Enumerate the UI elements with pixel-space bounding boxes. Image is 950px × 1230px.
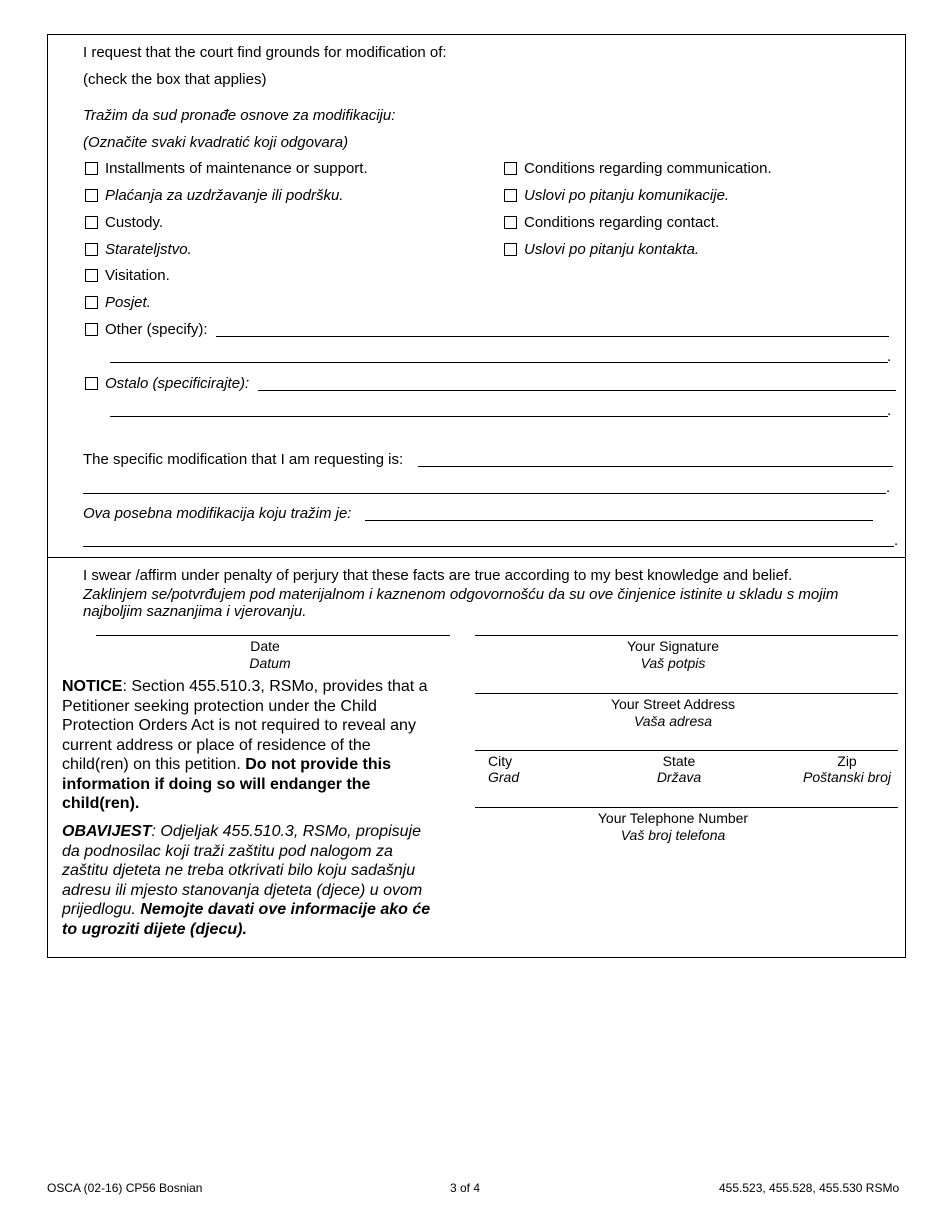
checkbox-contact[interactable] (504, 216, 517, 229)
other-specify-line-2[interactable] (110, 362, 888, 363)
punctuation-period: . (886, 479, 891, 496)
checkbox-maintenance-bs[interactable] (85, 189, 98, 202)
footer-form-id: OSCA (02-16) CP56 Bosnian (47, 1181, 203, 1195)
checkbox-other[interactable] (85, 323, 98, 336)
state-label: State (662, 753, 696, 769)
footer-statutes: 455.523, 455.528, 455.530 RSMo (719, 1181, 900, 1195)
request-heading-en: I request that the court find grounds for modification of: (83, 44, 447, 61)
street-address-label-bs: Vaša adresa (633, 713, 713, 729)
telephone-line[interactable] (475, 807, 898, 808)
date-label: Date (250, 638, 280, 654)
checkbox-communication-bs[interactable] (504, 189, 517, 202)
specific-modification-line-2[interactable] (83, 493, 886, 494)
checkbox-communication[interactable] (504, 162, 517, 175)
option-custody-label-bs: Starateljstvo. (105, 241, 192, 258)
notice-body: : Section 455.510.3, RSMo, provides that a Petitioner seeking protection under the Child Protection Orders Act is not required to reveal any current address or place of residence of the child(ren) on this petition. (62, 678, 428, 773)
request-instruction-en: (check the box that applies) (83, 71, 267, 88)
option-other-label: Other (specify): (105, 321, 208, 338)
option-visitation-label: Visitation. (105, 267, 170, 284)
checkbox-visitation-bs[interactable] (85, 296, 98, 309)
signature-label: Your Signature (626, 638, 720, 654)
section-divider (47, 557, 906, 558)
signature-label-bs: Vaš potpis (640, 655, 706, 671)
checkbox-custody[interactable] (85, 216, 98, 229)
street-address-line[interactable] (475, 693, 898, 694)
other-specify-line-bs-1[interactable] (258, 390, 896, 391)
other-specify-line-1[interactable] (216, 336, 889, 337)
specific-modification-label-bs: Ova posebna modifikacija koju tražim je: (83, 505, 352, 522)
city-label: City (488, 753, 513, 769)
notice-body-bs: : Odjeljak 455.510.3, RSMo, propisuje da podnosilac koji traži zaštitu pod nalogom za zaštitu djeteta ne treba otkrivati bilo koju sadašnju adresu ili mjesto stanovanja djeteta (djece) u ovom prijedlogu. (62, 823, 423, 918)
option-visitation-label-bs: Posjet. (105, 294, 151, 311)
option-maintenance-label-bs: Plaćanja za uzdržavanje ili podršku. (105, 187, 344, 204)
signature-line[interactable] (475, 635, 898, 636)
specific-modification-label: The specific modification that I am requesting is: (83, 451, 404, 468)
notice-block-en (62, 677, 437, 814)
option-communication-label: Conditions regarding communication. (524, 160, 772, 177)
specific-modification-line-bs-2[interactable] (83, 546, 894, 547)
city-label-bs: Grad (488, 769, 520, 785)
option-maintenance-label: Installments of maintenance or support. (105, 160, 368, 177)
punctuation-period: . (887, 348, 892, 365)
checkbox-visitation[interactable] (85, 269, 98, 282)
request-instruction-bs: (Označite svaki kvadratić koji odgovara) (83, 134, 349, 151)
street-address-label: Your Street Address (610, 696, 735, 712)
other-specify-line-bs-2[interactable] (110, 416, 888, 417)
notice-warning: Do not provide this information if doing so will endanger the child(ren). (62, 756, 391, 812)
checkbox-custody-bs[interactable] (85, 243, 98, 256)
checkbox-contact-bs[interactable] (504, 243, 517, 256)
footer-page-number: 3 of 4 (450, 1181, 481, 1195)
notice-label: NOTICE (62, 678, 123, 695)
option-custody-label: Custody. (105, 214, 164, 231)
date-line[interactable] (96, 635, 450, 636)
request-heading-bs: Tražim da sud pronađe osnove za modifikaciju: (83, 107, 396, 124)
zip-label-bs: Poštanski broj (803, 769, 891, 785)
option-communication-label-bs: Uslovi po pitanju komunikacije. (524, 187, 730, 204)
specific-modification-line-bs-1[interactable] (365, 520, 873, 521)
punctuation-period: . (887, 402, 892, 419)
telephone-label-bs: Vaš broj telefona (620, 827, 726, 843)
state-label-bs: Država (656, 769, 702, 785)
punctuation-period: . (894, 532, 899, 549)
date-label-bs: Datum (249, 655, 291, 671)
specific-modification-line-1[interactable] (418, 466, 893, 467)
notice-label-bs: OBAVIJEST (62, 823, 152, 840)
affirmation-text-bs-2: najboljim saznanjima i vjerovanju. (83, 603, 307, 620)
notice-block-bs (62, 822, 437, 939)
telephone-label: Your Telephone Number (597, 810, 749, 826)
option-contact-label: Conditions regarding contact. (524, 214, 720, 231)
affirmation-text-bs-1: Zaklinjem se/potvrđujem pod materijalnom i kaznenom odgovornošću da su ove činjenice istinite u skladu s mojim (83, 586, 839, 603)
option-contact-label-bs: Uslovi po pitanju kontakta. (524, 241, 700, 258)
affirmation-text: I swear /affirm under penalty of perjury that these facts are true according to my best knowledge and belief. (83, 567, 793, 584)
option-other-label-bs: Ostalo (specificirajte): (105, 375, 250, 392)
zip-label: Zip (837, 753, 857, 769)
checkbox-other-bs[interactable] (85, 377, 98, 390)
city-state-zip-line[interactable] (475, 750, 898, 751)
checkbox-maintenance[interactable] (85, 162, 98, 175)
notice-warning-bs: Nemojte davati ove informacije ako će to ugroziti dijete (djecu). (62, 901, 431, 938)
